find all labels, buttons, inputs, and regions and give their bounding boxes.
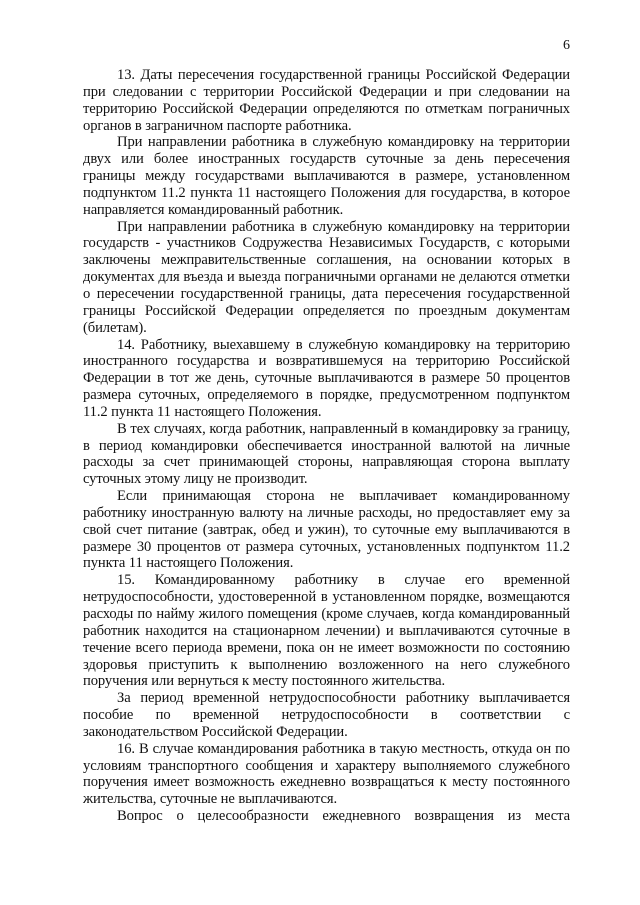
paragraph-disability-benefit: За период временной нетрудоспособности работнику выплачивается пособие по временной нетрудоспособности в соответствии с законодательством Российской Федерации. bbox=[83, 690, 570, 740]
paragraph-cis-states: При направлении работника в служебную командировку на территории государств - участников Содружества Независимых Государств, с которыми заключены межправительственные соглашения, на основании которых в документах для въезда и выезда пограничными органами не делаются отметки о пересечении государственной границы, дата пересечения государственной границы Российской Федерации определяется по проездным документам (билетам). bbox=[83, 218, 570, 336]
paragraph-daily-return-question: Вопрос о целесообразности ежедневного возвращения из места bbox=[117, 808, 570, 825]
paragraph-multiple-states: При направлении работника в служебную командировку на территории двух или более иностранных государств суточные за день пересечения границы между государствами выплачиваются в размере, установленном подпунктом 11.2 пункта 11 настоящего Положения для государства, в которое направляется командированный работник. bbox=[83, 134, 570, 218]
paragraph-16-daily-return: 16. В случае командирования работника в такую местность, откуда он по условиям транспортного сообщения и характеру выполняемого служебного поручения имеет возможность ежедневно возвращаться к месту постоянного жительства, суточные не выплачиваются. bbox=[83, 740, 570, 808]
paragraph-15-temporary-disability: 15. Командированному работнику в случае его временной нетрудоспособности, удостоверенной в установленном порядке, возмещаются расходы по найму жилого помещения (кроме случаев, когда командированный работник находится на стационарном лечении) и выплачиваются суточные в течение всего периода времени, пока он не имеет возможности по состоянию здоровья приступить к выполнению возложенного на него служебного поручения или вернуться к месту постоянного жительства. bbox=[83, 572, 570, 690]
paragraph-foreign-currency-host: В тех случаях, когда работник, направленный в командировку за границу, в период командировки обеспечивается иностранной валютой на личные расходы за счет принимающей стороны, направляющая сторона выплату суточных этому лицу не производит. bbox=[83, 420, 570, 488]
paragraph-13-border-crossing-dates: 13. Даты пересечения государственной границы Российской Федерации при следовании с территории Российской Федерации и при следовании на территорию Российской Федерации определяются по отметкам пограничных органов в заграничном паспорте работника. bbox=[83, 67, 570, 134]
paragraph-14-same-day-return: 14. Работнику, выехавшему в служебную командировку на территорию иностранного государства и возвратившемуся на территорию Российской Федерации в тот же день, суточные выплачиваются в размере 50 процентов размера суточных, определяемого в порядке, предусмотренном подпунктом 11.2 пункта 11 настоящего Положения. bbox=[83, 336, 570, 420]
page-number: 6 bbox=[563, 38, 570, 53]
document-body bbox=[83, 67, 570, 825]
paragraph-meals-provided: Если принимающая сторона не выплачивает командированному работнику иностранную валюту на личные расходы, но предоставляет ему за свой счет питание (завтрак, обед и ужин), то суточные ему выплачиваются в размере 30 процентов от размера суточных, установленных подпунктом 11.2 пункта 11 настоящего Положения. bbox=[83, 488, 570, 572]
